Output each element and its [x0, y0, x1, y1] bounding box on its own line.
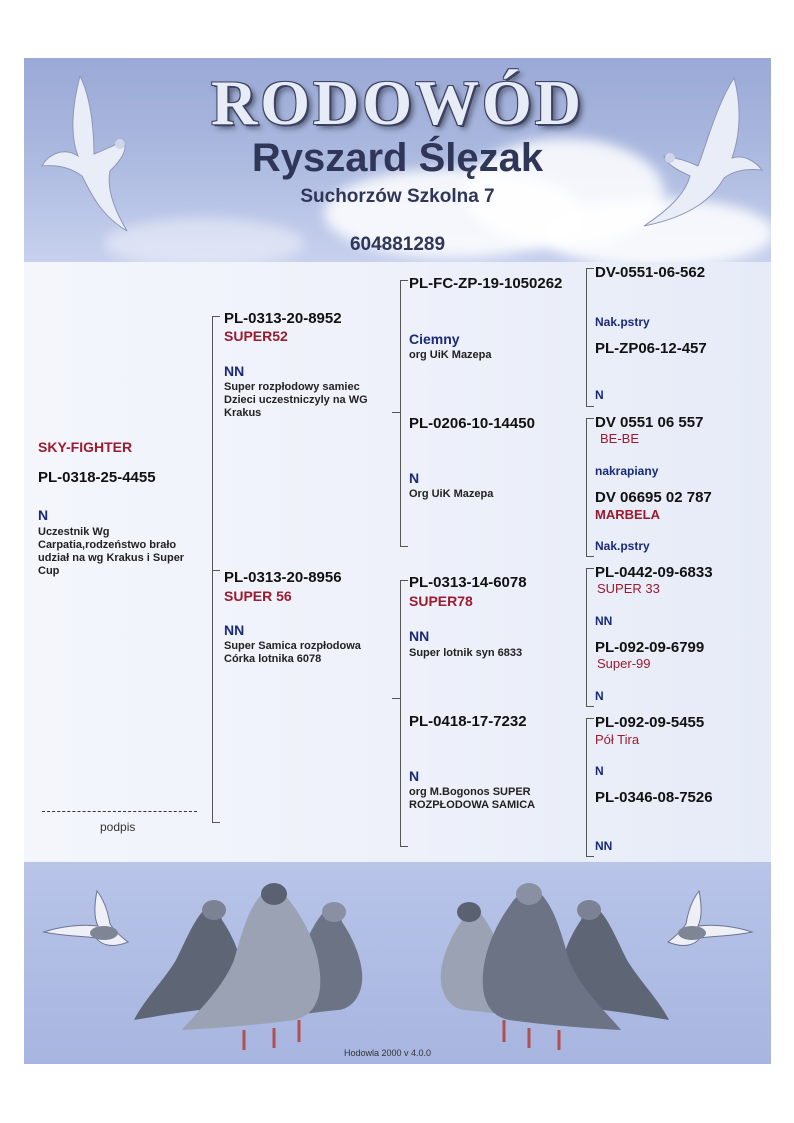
gg-ring-3: DV 0551 06 557: [595, 414, 704, 431]
gg-color-8: NN: [595, 839, 613, 853]
gg-color-5: NN: [595, 614, 613, 628]
gg-ring-6: PL-092-09-6799: [595, 639, 705, 656]
mf-color: NN: [409, 628, 430, 644]
gg-name-7: Pół Tira: [595, 732, 640, 747]
gg-ring-7: PL-092-09-5455: [595, 714, 705, 731]
mother-note: Super Samica rozpłodowa Córka lotnika 6078: [224, 640, 361, 665]
pedigree-sheet: [24, 58, 771, 1064]
ff-note: org UiK Mazepa: [409, 349, 492, 361]
fm-note: Org UiK Mazepa: [409, 488, 494, 500]
gg-color-7: N: [595, 764, 604, 778]
father-note: Super rozpłodowy samiec Dzieci uczestniczyly na WG Krakus: [224, 381, 368, 419]
gg-name-5: SUPER 33: [597, 581, 660, 596]
bird-note: Uczestnik Wg Carpatia,rodzeństwo brało udział na wg Krakus i Super Cup: [38, 526, 185, 577]
mm-color: N: [409, 768, 420, 784]
signature-line: [42, 811, 197, 812]
pigeons-left-group-icon: [124, 880, 384, 1060]
owner-phone: 604881289: [349, 234, 446, 255]
software-version: Hodowla 2000 v 4.0.0: [344, 1048, 432, 1058]
bracket-gen2-bottom: [400, 580, 401, 846]
fm-ring: PL-0206-10-14450: [409, 415, 535, 432]
owner-address: Suchorzów Szkolna 7: [300, 186, 495, 207]
gg-ring-8: PL-0346-08-7526: [595, 789, 713, 806]
mother-color: NN: [224, 622, 245, 638]
mother-ring: PL-0313-20-8956: [224, 569, 342, 586]
father-color: NN: [224, 363, 245, 379]
gg-name-3: BE-BE: [600, 431, 640, 446]
bracket-gen1: [212, 316, 213, 822]
flying-pigeon-left-icon: [42, 886, 132, 956]
owner-name: Ryszard Ślęzak: [251, 136, 544, 180]
signature-label: podpis: [100, 820, 136, 834]
gg-name-6: Super-99: [597, 656, 651, 671]
gg-ring-1: DV-0551-06-562: [595, 264, 706, 281]
bracket-gen3-2: [586, 418, 587, 556]
page-title: RODOWÓD: [211, 67, 584, 138]
gg-name-4: MARBELA: [595, 507, 660, 522]
footer-banner: [24, 862, 771, 1064]
father-ring: PL-0313-20-8952: [224, 310, 342, 327]
bird-name: SKY-FIGHTER: [38, 439, 133, 455]
ff-color: Ciemny: [409, 331, 460, 347]
gg-color-4: Nak.pstry: [595, 539, 650, 553]
bracket-gen3-4: [586, 718, 587, 856]
father-name: SUPER52: [224, 328, 288, 344]
ff-ring: PL-FC-ZP-19-1050262: [409, 275, 563, 292]
bracket-gen2-top: [400, 280, 401, 546]
mm-ring: PL-0418-17-7232: [409, 713, 527, 730]
gg-color-1: Nak.pstry: [595, 315, 650, 329]
mf-note: Super lotnik syn 6833: [409, 647, 523, 659]
bracket-gen3-3: [586, 568, 587, 706]
bracket-gen3-1: [586, 268, 587, 406]
mm-note: org M.Bogonos SUPER ROZPŁODOWA SAMICA: [409, 786, 536, 811]
gg-color-2: N: [595, 388, 604, 402]
mother-name: SUPER 56: [224, 588, 292, 604]
mf-ring: PL-0313-14-6078: [409, 574, 527, 591]
pigeons-right-group-icon: [419, 880, 679, 1060]
bird-ring: PL-0318-25-4455: [38, 469, 156, 486]
gg-ring-2: PL-ZP06-12-457: [595, 340, 707, 357]
header-banner: [24, 58, 771, 262]
gg-ring-5: PL-0442-09-6833: [595, 564, 713, 581]
fm-color: N: [409, 470, 420, 486]
bird-color: N: [38, 507, 49, 523]
gg-color-6: N: [595, 689, 604, 703]
gg-ring-4: DV 06695 02 787: [595, 489, 712, 506]
gg-color-3: nakrapiany: [595, 464, 659, 478]
mf-name: SUPER78: [409, 593, 473, 609]
